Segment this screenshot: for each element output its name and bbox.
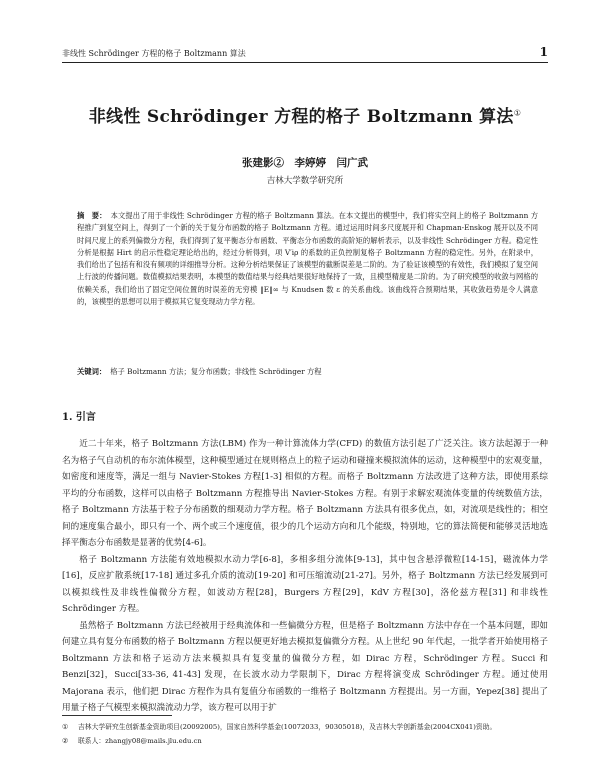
paper-title-text: 非线性 Schrödinger 方程的格子 Boltzmann 算法 xyxy=(88,107,514,127)
footnote-mark: ② xyxy=(62,737,69,745)
running-head xyxy=(62,43,548,59)
keywords xyxy=(77,367,538,377)
footnote-text: 吉林大学研究生创新基金资助项目(20092005)，国家自然科学基金(10072033，90305018)，及吉林大学创新基金(2004CX041)资助。 xyxy=(78,723,497,731)
abstract-text: 本文提出了用于非线性 Schrödinger 方程的格子 Boltzmann 算法。在本文提出的模型中，我们将实空间上的格子 Boltzmann 方程推广到复空间上，得到了一个新的关于复分布函数的格子 Boltzmann 方程。通过运用时间多尺度展开和 Chapman-Enskog 展开以及不同时间尺度上的系列偏微分方程，我们得到了复平衡态分布函数、平衡态分布函数的高阶矩的解析表示，以及非线性 Schrödinger 方程。稳定性分析是根据 Hirt 的启示性稳定理论给出的，经过分析得到，项 V′iρ 的系数的正负控制复格子 Boltzmann 方程的稳定性。另外，在附录中，我们给出了包括有和没有频项的详细推导分析。这种分析结果保证了该模型的截断误差是二阶的。为了验证该模型的有效性，我们模拟了复空间上行波的传播问题。数值模拟结果表明，本模型的数值结果与经典结果很好地保持了一致，且模型精度是二阶的。为了研究模型的收敛与网格的依赖关系，我们给出了固定空间位置的时误差的无穷模 ‖E‖∞ 与 Knudsen 数 ε 的关系曲线。该曲线符合预期结果，其收敛趋势是令人满意的，该模型的思想可以用于模拟其它复变现动力学方程。 xyxy=(77,211,538,307)
header-rule xyxy=(62,62,548,63)
footnote-contact xyxy=(62,734,548,748)
author-list: 张建影② 李婷婷 闫广武 xyxy=(242,157,368,169)
title-footnote-mark: ① xyxy=(513,108,522,118)
keywords-label: 关键词： xyxy=(77,367,107,376)
footnote-mark: ① xyxy=(62,723,69,731)
footnote-text: 联系人：zhangjy08@mails.jlu.edu.cn xyxy=(78,737,202,745)
abstract xyxy=(77,210,538,308)
affiliation: 吉林大学数学研究所 xyxy=(266,176,344,186)
page-number: 1 xyxy=(539,45,548,59)
paper-title xyxy=(62,102,548,127)
footnote-rule xyxy=(62,715,172,716)
running-head-title: 非线性 Schrödinger 方程的格子 Boltzmann 算法 xyxy=(62,49,246,58)
section-heading-introduction: 1. 引言 xyxy=(62,412,96,423)
footnotes xyxy=(62,720,548,748)
paragraph: 虽然格子 Boltzmann 方法已经被用于经典流体和一些偏微分方程，但是格子 Boltzmann 方法中存在一个基本问题，即如何建立具有复分布函数的格子 Boltzmann 方程以便更好地去模拟复偏微分方程。从上世纪 90 年代起，一批学者开始使用格子 Boltzmann 方法和格子运动方法来模拟具有复变量的偏微分方程，如 Dirac 方程，Schrödinger 方程。Succi 和 Benzi[32]，Succi[33-36, 41-43] 发现，在长波水动力学限制下，Dirac 方程将演变成 Schrödinger 方程。通过使用 Majorana 表示，他们把 Dirac 方程作为具有复值分布函数的一维格子 Boltzmann 方程提出。另一方面，Yepez[38] 提出了用量子格子气模型来模拟湍流动力学，该方程可以用于扩 xyxy=(62,620,548,713)
paragraph: 近二十年来，格子 Boltzmann 方法(LBM) 作为一种计算流体力学(CFD) 的数值方法引起了广泛关注。该方法起源于一种名为格子气自动机的布尔流体模型，这种模型通过在规则格点上的粒子运动和碰撞来模拟流体的运动，这种模型中的宏观变量，如密度和速度等，满足一组与 Navier-Stokes 方程[1-3] 相似的方程。而格子 Boltzmann 方法改进了这种方法，即使用系综平均的分布函数，这样可以由格子 Boltzmann 方程推导出 Navier-Stokes 方程。有别于求解宏观流体变量的传统数值方法，格子 Boltzmann 方法基于粒子分布函数的细观动力学方程。格子 Boltzmann 方法具有很多优点，如，对流项是线性的；相空间的速度集合最小，即只有一个、两个或三个速度值，很少的几个运动方向和几个能级，特别地，它的算法简便和能够灵活地选择平衡态分布函数是显著的优势[4-6]。 xyxy=(62,439,548,548)
body-text xyxy=(62,436,548,717)
paragraph: 格子 Boltzmann 方法能有效地模拟水动力学[6-8]，多相多组分流体[9-13]，其中包含悬浮微粒[14-15]，磁流体力学[16]，反应扩散系统[17-18] 通过多孔介质的流动[19-20] 和可压缩流动[21-27]。另外，格子 Boltzmann 方法已经发展到可以模拟线性及非线性偏微分方程，如波动方程[28]，Burgers 方程[29]，KdV 方程[30]，洛伦兹方程[31] 和非线性 Schrödinger 方程。 xyxy=(62,554,548,614)
keywords-text: 格子 Boltzmann 方法；复分布函数；非线性 Schrödinger 方程 xyxy=(110,367,322,376)
abstract-label: 摘 要： xyxy=(77,211,107,220)
footnote-funding xyxy=(62,720,548,734)
